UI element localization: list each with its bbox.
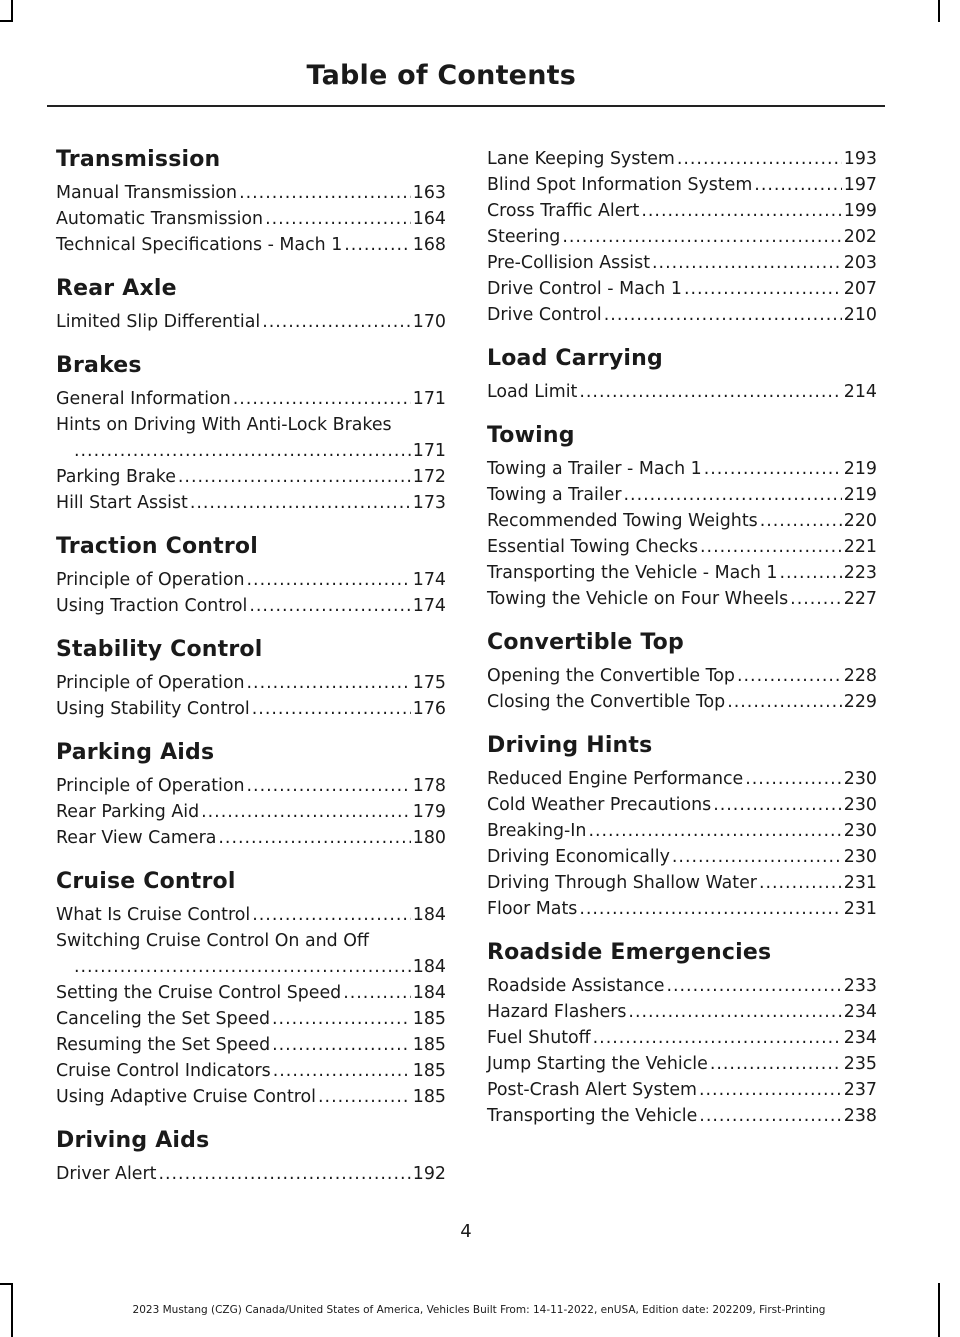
toc-entry-page: 230 [843,821,877,841]
dot-leader [604,302,842,328]
toc-entry[interactable] [487,198,877,224]
toc-entry[interactable] [56,696,446,722]
toc-entry-page: 185 [412,1061,446,1081]
toc-section [487,345,877,405]
toc-entry[interactable] [487,1103,877,1129]
toc-entry-title: Roadside Assistance [487,976,665,996]
toc-entry-title: Towing a Trailer [487,485,622,505]
toc-entry-page: 221 [843,537,877,557]
toc-entry[interactable] [56,309,446,335]
toc-entry[interactable] [56,670,446,696]
toc-entry[interactable] [56,180,446,206]
toc-section [487,146,877,328]
dot-leader [579,896,841,922]
section-heading: Rear Axle [56,276,177,301]
toc-entry[interactable] [56,928,446,980]
toc-entry-title: Hazard Flashers [487,1002,627,1022]
toc-entry-page: 192 [412,1164,446,1184]
toc-entry[interactable] [56,799,446,825]
toc-entry[interactable] [487,456,877,482]
toc-entry[interactable] [487,973,877,999]
dot-leader [699,1077,842,1103]
toc-entry-page: 235 [843,1054,877,1074]
toc-entry-title: Towing the Vehicle on Four Wheels [487,589,789,609]
toc-entry[interactable] [487,276,877,302]
toc-section [56,636,446,722]
crop-mark-top-left-v [11,0,13,20]
toc-entry-title: Using Traction Control [56,596,248,616]
toc-entry-title: Drive Control [487,305,602,325]
toc-entry-page: 203 [843,253,877,273]
toc-entry-title: Hill Start Assist [56,493,188,513]
toc-entry[interactable] [487,534,877,560]
toc-entry-page: 219 [843,485,877,505]
toc-entry-page: 214 [843,382,877,402]
dot-leader [760,508,842,534]
crop-mark-bottom-right-v [938,1283,940,1337]
toc-entry[interactable] [487,792,877,818]
toc-entry[interactable] [56,206,446,232]
dot-leader [178,464,411,490]
toc-entry-page: 230 [843,769,877,789]
dot-leader [672,844,842,870]
toc-section [56,533,446,619]
dot-leader [218,825,410,851]
toc-entry-title: Floor Mats [487,899,578,919]
dot-leader [737,663,842,689]
toc-entry[interactable] [487,689,877,715]
toc-section [487,629,877,715]
dot-leader [247,773,411,799]
toc-entry-page: 170 [412,312,446,332]
toc-entry-title: Essential Towing Checks [487,537,699,557]
dot-leader [652,250,842,276]
dot-leader [677,146,842,172]
toc-entry[interactable] [487,766,877,792]
section-heading: Load Carrying [487,346,663,371]
toc-entry-title: Manual Transmission [56,183,238,203]
toc-entry[interactable] [56,386,446,412]
toc-entry-title: Drive Control - Mach 1 [487,279,682,299]
toc-entry-title: Lane Keeping System [487,149,675,169]
section-heading: Stability Control [56,637,263,662]
toc-entry-leader-line [56,438,446,464]
crop-mark-top-right-v [938,0,940,22]
toc-entry-page: 237 [843,1080,877,1100]
toc-entry[interactable] [56,773,446,799]
dot-leader [666,973,841,999]
toc-entry-title: What Is Cruise Control [56,905,251,925]
dot-leader [233,386,411,412]
dot-leader [579,379,841,405]
dot-leader [562,224,841,250]
toc-entry-leader-line [56,954,446,980]
toc-entry-page: 230 [843,795,877,815]
toc-entry[interactable] [56,567,446,593]
toc-entry-title: Post-Crash Alert System [487,1080,697,1100]
section-heading: Parking Aids [56,740,215,765]
toc-entry-title: Parking Brake [56,467,176,487]
toc-entry-title: Resuming the Set Speed [56,1035,271,1055]
toc-entry-page: 220 [843,511,877,531]
toc-entry-page: 227 [843,589,877,609]
toc-entry-page: 202 [843,227,877,247]
toc-entry-title: Transporting the Vehicle [487,1106,698,1126]
toc-entry-title: Cold Weather Precautions [487,795,712,815]
dot-leader [759,870,842,896]
section-heading: Cruise Control [56,869,236,894]
section-heading: Driving Hints [487,733,653,758]
toc-entry-title: Switching Cruise Control On and Off [56,931,369,951]
toc-entry-title: Fuel Shutoff [487,1028,591,1048]
toc-entry-page: 193 [843,149,877,169]
dot-leader [158,1161,410,1187]
toc-entry-title: Breaking-In [487,821,587,841]
toc-section [487,422,877,612]
toc-entry-title: Blind Spot Information System [487,175,753,195]
toc-entry-page: 171 [412,389,446,409]
toc-entry-page: 163 [412,183,446,203]
toc-entry-title: Rear Parking Aid [56,802,200,822]
toc-entry[interactable] [56,1084,446,1110]
dot-leader [593,1025,842,1051]
toc-entry-title: Closing the Convertible Top [487,692,726,712]
toc-entry[interactable] [56,412,446,464]
toc-entry-page: 228 [843,666,877,686]
dot-leader [343,980,411,1006]
toc-entry-title: Load Limit [487,382,578,402]
dot-leader [779,560,841,586]
toc-entry-title: Pre-Collision Assist [487,253,651,273]
footer-text [0,1304,932,1316]
toc-entry-page: 172 [412,467,446,487]
toc-entry-title: Jump Starting the Vehicle [487,1054,708,1074]
toc-entry[interactable] [56,1006,446,1032]
toc-entry-page: 168 [412,235,446,255]
toc-entry-page: 180 [412,828,446,848]
toc-entry-title: Automatic Transmission [56,209,264,229]
toc-entry-title: Canceling the Set Speed [56,1009,271,1029]
toc-entry-page: 164 [412,209,446,229]
toc-entry-page: 199 [843,201,877,221]
dot-leader [247,567,411,593]
dot-leader [704,456,842,482]
crop-mark-bottom-left-h [0,1283,13,1285]
toc-entry-title: Using Stability Control [56,699,250,719]
toc-entry[interactable] [487,250,877,276]
toc-entry[interactable] [56,825,446,851]
toc-entry-page: 173 [412,493,446,513]
toc-entry[interactable] [487,224,877,250]
toc-entry-page: 219 [843,459,877,479]
toc-entry-title: Cruise Control Indicators [56,1061,271,1081]
toc-entry-title: Principle of Operation [56,776,245,796]
toc-entry-page: 185 [412,1035,446,1055]
toc-entry[interactable] [487,586,877,612]
toc-entry-title: Technical Specifications - Mach 1 [56,235,343,255]
toc-section [56,739,446,851]
toc-entry[interactable] [56,1032,446,1058]
toc-entry-page: 184 [412,983,446,1003]
dot-leader [628,999,841,1025]
dot-leader [344,232,411,258]
toc-entry-title: Using Adaptive Cruise Control [56,1087,317,1107]
toc-entry-title: Limited Slip Differential [56,312,261,332]
toc-entry[interactable] [487,818,877,844]
dot-leader [318,1084,411,1110]
dot-leader [273,1058,411,1084]
header-rule [47,105,885,107]
dot-leader [252,696,411,722]
page-title-text: Table of Contents [306,60,576,91]
toc-section [56,275,446,335]
toc-entry[interactable] [487,896,877,922]
dot-leader [684,276,842,302]
section-heading: Driving Aids [56,1128,210,1153]
toc-section [56,146,446,258]
section-heading: Roadside Emergencies [487,940,772,965]
dot-leader [588,818,841,844]
dot-leader [247,670,411,696]
toc-section [487,732,877,922]
toc-section [56,352,446,516]
toc-entry-page: 185 [412,1009,446,1029]
toc-entry-title: Opening the Convertible Top [487,666,735,686]
dot-leader [262,309,411,335]
section-heading: Transmission [56,147,221,172]
dot-leader [239,180,411,206]
toc-entry-title: Principle of Operation [56,673,245,693]
toc-entry-title: Principle of Operation [56,570,245,590]
page-number: 4 [460,1221,472,1242]
toc-entry-page: 234 [843,1002,877,1022]
toc-entry-title: Cross Traffic Alert [487,201,640,221]
dot-leader [252,902,411,928]
toc-left-column [56,146,446,1204]
toc-entry-page: 231 [843,899,877,919]
dot-leader [74,954,411,980]
dot-leader [249,593,410,619]
toc-entry-page: 171 [412,441,446,461]
toc-entry[interactable] [487,1077,877,1103]
dot-leader [272,1006,411,1032]
dot-leader [790,586,842,612]
toc-entry[interactable] [56,593,446,619]
toc-entry[interactable] [487,508,877,534]
toc-entry-title: Reduced Engine Performance [487,769,744,789]
toc-entry-page: 197 [843,175,877,195]
toc-section [56,868,446,1110]
dot-leader [754,172,842,198]
toc-entry-page: 233 [843,976,877,996]
toc-entry[interactable] [56,232,446,258]
toc-entry-page: 230 [843,847,877,867]
toc-entry-title: Setting the Cruise Control Speed [56,983,342,1003]
footer-text-content: 2023 Mustang (CZG) Canada/United States of America, Vehicles Built From: 14-11-2022, enUSA, Edition date: 202209, First-Printing [132,1304,826,1316]
toc-entry-title: Driving Economically [487,847,670,867]
toc-entry[interactable] [56,464,446,490]
toc-entry[interactable] [487,1051,877,1077]
dot-leader [699,1103,842,1129]
toc-entry-title: Towing a Trailer - Mach 1 [487,459,702,479]
section-heading: Towing [487,423,575,448]
toc-entry[interactable] [487,844,877,870]
dot-leader [641,198,841,224]
toc-entry[interactable] [56,490,446,516]
toc-entry[interactable] [487,560,877,586]
toc-entry-page: 229 [843,692,877,712]
section-heading: Brakes [56,353,142,378]
dot-leader [700,534,842,560]
toc-entry[interactable] [56,1058,446,1084]
toc-entry-page: 238 [843,1106,877,1126]
toc-entry[interactable] [487,1025,877,1051]
toc-entry[interactable] [487,302,877,328]
toc-entry-title: Driving Through Shallow Water [487,873,757,893]
toc-entry-title: Steering [487,227,561,247]
toc-entry-page: 223 [843,563,877,583]
toc-entry-page: 174 [412,596,446,616]
toc-entry-page: 178 [412,776,446,796]
toc-entry-page: 234 [843,1028,877,1048]
toc-entry-page: 231 [843,873,877,893]
dot-leader [201,799,411,825]
toc-entry-title: Driver Alert [56,1164,157,1184]
dot-leader [727,689,842,715]
dot-leader [624,482,842,508]
dot-leader [272,1032,411,1058]
toc-entry[interactable] [487,146,877,172]
crop-mark-top-left-h [0,20,13,22]
toc-entry[interactable] [56,902,446,928]
toc-entry-page: 207 [843,279,877,299]
toc-entry-title: Transporting the Vehicle - Mach 1 [487,563,778,583]
toc-entry[interactable] [487,999,877,1025]
toc-entry-title: Rear View Camera [56,828,217,848]
dot-leader [265,206,411,232]
toc-entry-title: Recommended Towing Weights [487,511,758,531]
toc-section [56,1127,446,1187]
toc-entry-page: 184 [412,957,446,977]
toc-entry[interactable] [56,980,446,1006]
toc-entry-page: 184 [412,905,446,925]
section-heading: Convertible Top [487,630,684,655]
toc-entry[interactable] [487,870,877,896]
toc-entry-page: 176 [412,699,446,719]
toc-entry-page: 179 [412,802,446,822]
toc-entry-page: 174 [412,570,446,590]
toc-entry-page: 185 [412,1087,446,1107]
toc-entry-page: 175 [412,673,446,693]
section-heading: Traction Control [56,534,258,559]
toc-entry[interactable] [487,379,877,405]
toc-entry[interactable] [487,172,877,198]
dot-leader [710,1051,842,1077]
toc-entry[interactable] [56,1161,446,1187]
dot-leader [745,766,842,792]
toc-entry-page: 210 [843,305,877,325]
toc-entry-title: Hints on Driving With Anti-Lock Brakes [56,415,392,435]
toc-right-column [487,146,877,1146]
toc-entry[interactable] [487,482,877,508]
dot-leader [190,490,411,516]
dot-leader [74,438,411,464]
toc-entry-title: General Information [56,389,231,409]
toc-entry[interactable] [487,663,877,689]
toc-section [487,939,877,1129]
dot-leader [713,792,842,818]
